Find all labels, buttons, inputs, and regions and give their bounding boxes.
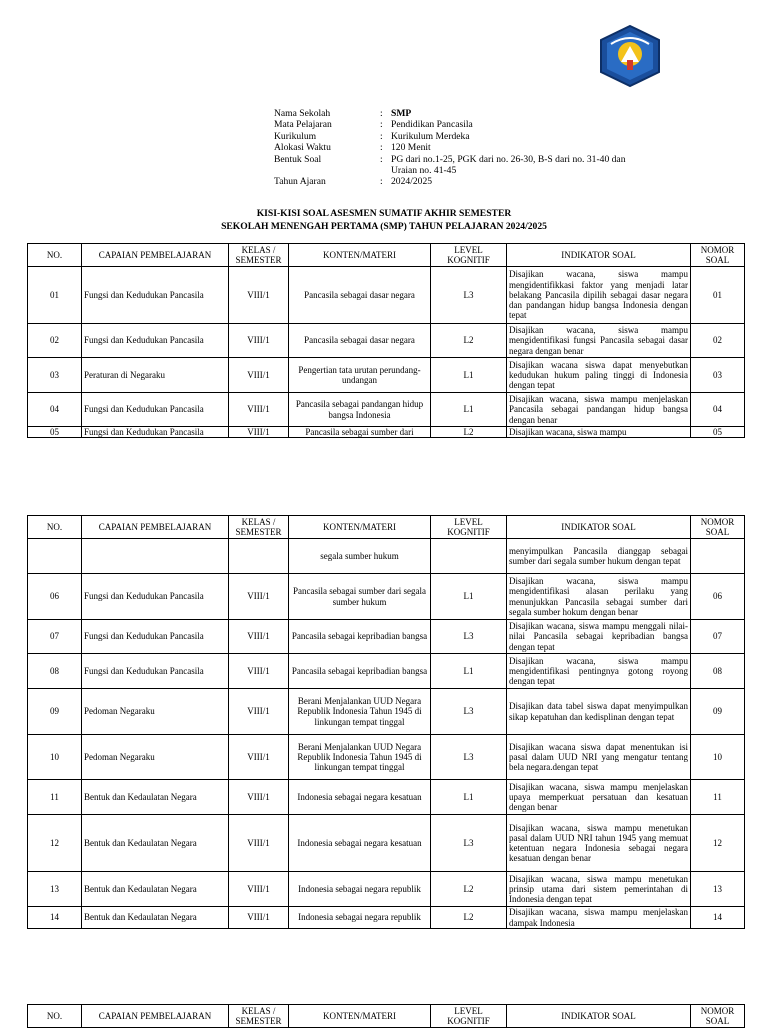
- col-indikator-cell: Disajikan wacana, siswa mampu menetukan prinsip utama dari sistem pemerintahan di Indonesia dengan tepat: [507, 872, 691, 907]
- col-kelas-cell: VIII/1: [229, 689, 289, 735]
- col-kelas-header: KELAS / SEMESTER: [229, 244, 289, 267]
- col-no-cell: 09: [28, 689, 82, 735]
- col-level-cell: L1: [431, 358, 507, 393]
- col-capaian-header: CAPAIAN PEMBELAJARAN: [82, 1005, 229, 1028]
- document-subtitle: SEKOLAH MENENGAH PERTAMA (SMP) TAHUN PELAJARAN 2024/2025: [221, 221, 547, 232]
- col-level-cell: [431, 539, 507, 574]
- col-konten-cell: Berani Menjalankan UUD Negara Republik Indonesia Tahun 1945 di linkungan tempat tinggal: [289, 689, 431, 735]
- col-capaian-cell: Peraturan di Negaraku: [82, 358, 229, 393]
- info-row-year: [274, 176, 631, 187]
- col-indikator-cell: Disajikan data tabel siswa dapat menyimpulkan sikap kepatuhan dan kedisplinan dengan tepat: [507, 689, 691, 735]
- col-no-header: NO.: [28, 1005, 82, 1028]
- col-indikator-cell: menyimpulkan Pancasila dianggap sebagai sumber dari segala sumber hukum dengan tepat: [507, 539, 691, 574]
- col-level-cell: L2: [431, 427, 507, 438]
- school-info: [274, 108, 631, 188]
- col-level-cell: L2: [431, 872, 507, 907]
- table-row: [28, 872, 745, 907]
- col-capaian-cell: Fungsi dan Kedudukan Pancasila: [82, 393, 229, 427]
- col-capaian-cell: Fungsi dan Kedudukan Pancasila: [82, 574, 229, 620]
- info-value: 120 Menit: [391, 142, 431, 154]
- table-row: [28, 620, 745, 654]
- col-capaian-cell: Fungsi dan Kedudukan Pancasila: [82, 267, 229, 324]
- col-no-cell: 14: [28, 907, 82, 929]
- col-level-cell: L3: [431, 735, 507, 780]
- col-konten-cell: Berani Menjalankan UUD Negara Republik Indonesia Tahun 1945 di linkungan tempat tinggal: [289, 735, 431, 780]
- col-kelas-cell: [229, 539, 289, 574]
- col-level-cell: L3: [431, 689, 507, 735]
- col-konten-cell: Pancasila sebagai dasar negara: [289, 324, 431, 358]
- col-capaian-cell: [82, 539, 229, 574]
- col-konten-cell: Indonesia sebagai negara republik: [289, 907, 431, 929]
- col-capaian-cell: Pedoman Negaraku: [82, 735, 229, 780]
- col-nomor-header: NOMOR SOAL: [691, 244, 745, 267]
- col-konten-cell: Pancasila sebagai dasar negara: [289, 267, 431, 324]
- col-level-header: LEVEL KOGNITIF: [431, 244, 507, 267]
- col-capaian-header: CAPAIAN PEMBELAJARAN: [82, 244, 229, 267]
- col-kelas-cell: VIII/1: [229, 780, 289, 815]
- kisi-kisi-table-2: [27, 515, 745, 929]
- col-konten-cell: Indonesia sebagai negara kesatuan: [289, 815, 431, 872]
- col-konten-cell: Indonesia sebagai negara kesatuan: [289, 780, 431, 815]
- col-capaian-cell: Fungsi dan Kedudukan Pancasila: [82, 427, 229, 438]
- col-capaian-cell: Bentuk dan Kedaulatan Negara: [82, 815, 229, 872]
- col-no-header: NO.: [28, 516, 82, 539]
- col-nomor-cell: 09: [691, 689, 745, 735]
- col-level-cell: L1: [431, 654, 507, 689]
- col-indikator-cell: Disajikan wacana, siswa mampu menetukan pasal dalam UUD NRI tahun 1945 yang memuat ketentuan negara Indonesia sebagai negara kesatuan dengan benar: [507, 815, 691, 872]
- col-no-cell: 03: [28, 358, 82, 393]
- tut-wuri-handayani-logo: [597, 24, 663, 88]
- col-capaian-header: CAPAIAN PEMBELAJARAN: [82, 516, 229, 539]
- col-indikator-cell: Disajikan wacana, siswa mampu menjelaskan upaya memperkuat persatuan dan kesatuan dengan benar: [507, 780, 691, 815]
- table-row: [28, 815, 745, 872]
- col-indikator-cell: Disajikan wacana, siswa mampu: [507, 427, 691, 438]
- col-capaian-cell: Pedoman Negaraku: [82, 689, 229, 735]
- col-no-header: NO.: [28, 244, 82, 267]
- col-indikator-cell: Disajikan wacana, siswa mampu mengidentifikasi alasan perilaku yang menunjukkan Pancasila sebagai sumber dari segala sumber hokum dengan benar: [507, 574, 691, 620]
- col-nomor-cell: 02: [691, 324, 745, 358]
- col-indikator-cell: Disajikan wacana, siswa mampu mengidentifikasi pentingnya gotong royong dengan tepat: [507, 654, 691, 689]
- info-sep: :: [380, 153, 383, 165]
- info-value: Pendidikan Pancasila: [391, 119, 473, 131]
- col-nomor-cell: [691, 539, 745, 574]
- col-konten-cell: Pancasila sebagai kepribadian bangsa: [289, 654, 431, 689]
- col-kelas-cell: VIII/1: [229, 393, 289, 427]
- col-capaian-cell: Bentuk dan Kedaulatan Negara: [82, 780, 229, 815]
- col-no-cell: 10: [28, 735, 82, 780]
- col-no-cell: 05: [28, 427, 82, 438]
- col-indikator-cell: Disajikan wacana, siswa mampu mengidentifikkasi faktor yang menjadi latar belakang Pancasila dipilih sebagai dasar negara dan pandangan hidup bangsa Indonesia dengan tepat: [507, 267, 691, 324]
- col-konten-cell: Pancasila sebagai kepribadian bangsa: [289, 620, 431, 654]
- col-level-cell: L2: [431, 907, 507, 929]
- col-konten-cell: Pancasila sebagai sumber dari segala sumber hukum: [289, 574, 431, 620]
- col-konten-cell: segala sumber hukum: [289, 539, 431, 574]
- col-indikator-cell: Disajikan wacana, siswa mampu mengidentifikasi fungsi Pancasila sebagai dasar negara dengan benar: [507, 324, 691, 358]
- col-capaian-cell: Bentuk dan Kedaulatan Negara: [82, 872, 229, 907]
- col-kelas-cell: VIII/1: [229, 267, 289, 324]
- col-kelas-cell: VIII/1: [229, 735, 289, 780]
- col-indikator-cell: Disajikan wacana, siswa mampu menjelaskan dampak Indonesia: [507, 907, 691, 929]
- col-nomor-cell: 08: [691, 654, 745, 689]
- col-capaian-cell: Bentuk dan Kedaulatan Negara: [82, 907, 229, 929]
- info-key: Kurikulum: [274, 130, 317, 142]
- col-level-cell: L1: [431, 393, 507, 427]
- col-no-cell: 11: [28, 780, 82, 815]
- info-sep: :: [380, 119, 383, 131]
- col-nomor-cell: 07: [691, 620, 745, 654]
- info-key: Mata Pelajaran: [274, 119, 332, 131]
- col-konten-cell: Indonesia sebagai negara republik: [289, 872, 431, 907]
- col-nomor-cell: 05: [691, 427, 745, 438]
- table-row: [28, 324, 745, 358]
- col-capaian-cell: Fungsi dan Kedudukan Pancasila: [82, 324, 229, 358]
- info-key: Tahun Ajaran: [274, 176, 326, 188]
- col-no-cell: 12: [28, 815, 82, 872]
- info-sep: :: [380, 142, 383, 154]
- info-value: Kurikulum Merdeka: [391, 130, 470, 142]
- document-title: KISI-KISI SOAL ASESMEN SUMATIF AKHIR SEMESTER: [256, 208, 512, 219]
- col-indikator-cell: Disajikan wacana, siswa mampu menjelaskan Pancasila sebagai pandangan hidup bangsa dengan benar: [507, 393, 691, 427]
- col-level-cell: L1: [431, 574, 507, 620]
- col-konten-cell: Pancasila sebagai sumber dari: [289, 427, 431, 438]
- col-indikator-cell: Disajikan wacana, siswa mampu menggali nilai-nilai Pancasila sebagai kepribadian bangsa dengan tepat: [507, 620, 691, 654]
- col-nomor-header: NOMOR SOAL: [691, 516, 745, 539]
- col-indikator-header: INDIKATOR SOAL: [507, 516, 691, 539]
- col-nomor-header: NOMOR SOAL: [691, 1005, 745, 1028]
- col-nomor-cell: 11: [691, 780, 745, 815]
- col-level-cell: L3: [431, 267, 507, 324]
- col-kelas-cell: VIII/1: [229, 358, 289, 393]
- col-konten-header: KONTEN/MATERI: [289, 1005, 431, 1028]
- col-indikator-cell: Disajikan wacana siswa dapat menyebutkan kedudukan hukum paling tinggi di Indonesia dengan tepat: [507, 358, 691, 393]
- table-row: [28, 780, 745, 815]
- table-row: [28, 393, 745, 427]
- table-row: [28, 539, 745, 574]
- col-indikator-cell: Disajikan wacana siswa dapat menentukan isi pasal dalam UUD NRI yang mengatur tentang bela negara.dengan tepat: [507, 735, 691, 780]
- col-no-cell: 01: [28, 267, 82, 324]
- col-kelas-header: KELAS / SEMESTER: [229, 1005, 289, 1028]
- col-kelas-cell: VIII/1: [229, 620, 289, 654]
- kisi-kisi-table-3: [27, 1004, 745, 1028]
- col-level-cell: L1: [431, 780, 507, 815]
- info-row-curriculum: [274, 131, 631, 142]
- col-nomor-cell: 14: [691, 907, 745, 929]
- col-no-cell: 08: [28, 654, 82, 689]
- info-sep: :: [380, 108, 383, 119]
- col-indikator-header: INDIKATOR SOAL: [507, 244, 691, 267]
- table-row: [28, 654, 745, 689]
- col-level-header: LEVEL KOGNITIF: [431, 516, 507, 539]
- col-capaian-cell: Fungsi dan Kedudukan Pancasila: [82, 654, 229, 689]
- info-sep: :: [380, 176, 383, 188]
- table-row: [28, 574, 745, 620]
- info-key: Bentuk Soal: [274, 153, 322, 165]
- table-row: [28, 358, 745, 393]
- col-nomor-cell: 03: [691, 358, 745, 393]
- col-no-cell: 07: [28, 620, 82, 654]
- col-nomor-cell: 01: [691, 267, 745, 324]
- info-row-form: [274, 154, 631, 177]
- info-row-subject: [274, 119, 631, 130]
- col-level-cell: L2: [431, 324, 507, 358]
- col-kelas-cell: VIII/1: [229, 427, 289, 438]
- col-level-header: LEVEL KOGNITIF: [431, 1005, 507, 1028]
- info-key: Alokasi Waktu: [274, 142, 331, 154]
- col-no-cell: 06: [28, 574, 82, 620]
- col-indikator-header: INDIKATOR SOAL: [507, 1005, 691, 1028]
- table-row: [28, 907, 745, 929]
- table-row: [28, 735, 745, 780]
- table-row: [28, 427, 745, 438]
- col-konten-header: KONTEN/MATERI: [289, 516, 431, 539]
- table-row: [28, 689, 745, 735]
- info-value: PG dari no.1-25, PGK dari no. 26-30, B-S dari no. 31-40 dan Uraian no. 41-45: [391, 153, 626, 177]
- col-capaian-cell: Fungsi dan Kedudukan Pancasila: [82, 620, 229, 654]
- info-key: Nama Sekolah: [274, 108, 331, 119]
- col-no-cell: 04: [28, 393, 82, 427]
- col-nomor-cell: 10: [691, 735, 745, 780]
- col-konten-cell: Pengertian tata urutan perundang-undangan: [289, 358, 431, 393]
- info-row-time: [274, 142, 631, 153]
- col-kelas-cell: VIII/1: [229, 815, 289, 872]
- table-row: [28, 267, 745, 324]
- col-nomor-cell: 12: [691, 815, 745, 872]
- col-kelas-cell: VIII/1: [229, 872, 289, 907]
- col-nomor-cell: 13: [691, 872, 745, 907]
- col-level-cell: L3: [431, 815, 507, 872]
- col-no-cell: [28, 539, 82, 574]
- kisi-kisi-table-1: [27, 243, 745, 438]
- col-no-cell: 02: [28, 324, 82, 358]
- info-sep: :: [380, 130, 383, 142]
- info-value: 2024/2025: [391, 176, 433, 188]
- col-kelas-cell: VIII/1: [229, 907, 289, 929]
- col-kelas-cell: VIII/1: [229, 654, 289, 689]
- col-konten-header: KONTEN/MATERI: [289, 244, 431, 267]
- info-row-school: [274, 108, 631, 119]
- col-kelas-cell: VIII/1: [229, 324, 289, 358]
- info-value: SMP: [391, 108, 412, 119]
- col-nomor-cell: 04: [691, 393, 745, 427]
- col-kelas-cell: VIII/1: [229, 574, 289, 620]
- col-konten-cell: Pancasila sebagai pandangan hidup bangsa Indonesia: [289, 393, 431, 427]
- col-no-cell: 13: [28, 872, 82, 907]
- col-nomor-cell: 06: [691, 574, 745, 620]
- col-level-cell: L3: [431, 620, 507, 654]
- col-kelas-header: KELAS / SEMESTER: [229, 516, 289, 539]
